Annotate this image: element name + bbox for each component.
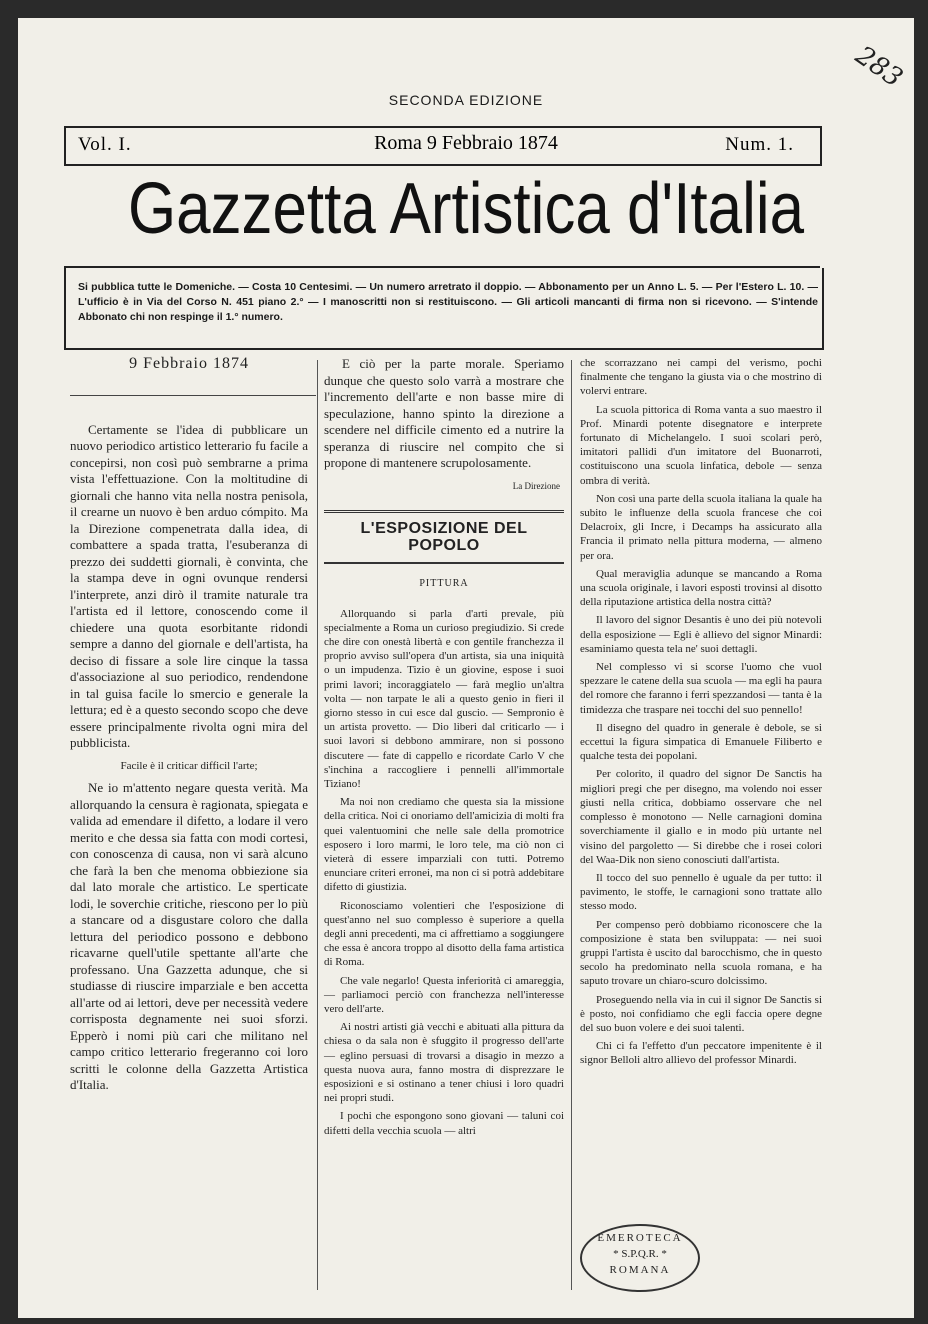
- section-subhead: PITTURA: [419, 578, 469, 589]
- paragraph: I pochi che espongono sono giovani — taluni coi difetti della vecchia scuola — altri: [324, 1110, 564, 1137]
- column-1-heading: 9 Febbraio 1874: [129, 355, 249, 372]
- stamp-bottom-text: ROMANA: [609, 1264, 671, 1276]
- paragraph: Il disegno del quadro in generale è debole, se si eccettui la figura simpatica di Emanuele Filiberto e qualche testa dei popolani.: [580, 721, 822, 763]
- newspaper-title: Gazzetta Artistica d'Italia: [127, 169, 805, 249]
- article-rule: [324, 510, 564, 513]
- paragraph: Che vale negarlo! Questa inferiorità ci amareggia, — parliamoci perciò con franchezza nell'interesse vero dell'arte.: [324, 974, 564, 1015]
- newspaper-page: [18, 18, 914, 1318]
- paragraph: Nel complesso vi si scorse l'uomo che vuol spezzare le catene della sua scuola — ma egli ha paura del romore che faranno i ferri spezzandosi — tanta è la timidezza che traspare nei tocchi del suo pennello!: [580, 661, 822, 716]
- volume-label: Vol. I.: [78, 134, 132, 155]
- column-rule: [571, 360, 572, 1290]
- issue-date: Roma 9 Febbraio 1874: [374, 132, 558, 154]
- column-rule: [317, 360, 318, 1290]
- stamp-middle-text: * S.P.Q.R. *: [613, 1248, 667, 1260]
- paragraph: Allorquando si parla d'arti prevale, più specialmente a Roma un curioso pregiudizio. Si crede che dire con onestà libertà e con gentile franchezza il proprio avviso sull'opera d'un artista, sia una iniquità o un impudenza. Tizio è un giovine, espose i suoi primi lavori; incoraggiatelo — farà meglio un'altra volta — non tarpate le ali a questo genio in fieri il giorno stesso in cui esce dal guscio. — Sempronio è un artista provetto. — Dio liberi dal criticarlo — i suoi lavori si debbono ammirare, non si possono discutere — fate di cappello e ricordate Carlo V che s'inchina a raccogliere i pennelli all'immortale Tiziano!: [324, 607, 564, 790]
- paragraph: Riconosciamo volentieri che l'esposizione di quest'anno nel suo complesso è superiore a quella degli anni precedenti, ma ci affrettiamo a soggiungere che essa è ancora troppo al disotto della fama artistica di Roma.: [324, 899, 564, 969]
- column-3: [580, 356, 822, 1072]
- quote: Facile è il criticar difficil l'arte;: [120, 759, 258, 772]
- paragraph: La scuola pittorica di Roma vanta a suo maestro il Prof. Minardi potente disegnatore e interprete fortunato di Michelangelo. I suoi scolari però, imitatori pallidi d'un imitatore del Buonarroti, costituiscono una scuola linfatica, debole — senza ombra di verità.: [580, 403, 822, 487]
- paragraph: che scorrazzano nei campi del verismo, pochi finalmente che tengano la giusta via o che mostrino di volervi entrare.: [580, 357, 822, 398]
- paragraph: Proseguendo nella via in cui il signor De Sanctis si è posto, noi confidiamo che egli faccia opere degne del suo buon volere e dei suoi talenti.: [580, 993, 822, 1034]
- heading-rule: [70, 395, 316, 396]
- paragraph: Per compenso però dobbiamo riconoscere che la composizione è stata ben sviluppata: — nei suoi gruppi l'artista è uscito dal barocchismo, che in questo secolo ha predominato nella scuola romana, e ha saputo trovare un chiaro-scuro dolcissimo.: [580, 918, 822, 988]
- column-1: [70, 356, 308, 1098]
- article-title: L'ESPOSIZIONE DEL POPOLO: [360, 520, 528, 554]
- signature: La Direzione: [512, 480, 560, 491]
- edition-label: SECONDA EDIZIONE: [388, 92, 544, 108]
- paragraph: Non così una parte della scuola italiana la quale ha subito le influenze della scuola francese che coi Delacroix, gli Incre, i Decamps ha assicurato alla Francia il primato nella pittura moderna, — almeno per ora.: [580, 492, 822, 562]
- article-rule: [324, 562, 564, 564]
- issue-number: Num. 1.: [725, 134, 794, 155]
- paragraph: Qual meraviglia adunque se mancando a Roma una scuola originale, i lavori esposti trovinsi al disotto della riputazione artistica della nostra città?: [580, 567, 822, 609]
- paragraph: Ne io m'attento negare questa verità. Ma allorquando la censura è ragionata, spiegata e valida ad emendare il difetto, a lodare il vero merito e che dessa sia fatta con modi cortesi, con conoscenza di causa, non vi sarà alcuno che farà la ben che menoma obbiezione sia dal lato morale che artistico. Le sperticate lodi, le soverchie critiche, riescono per lo più a stancare od a disgustare coloro che dalla lettura del periodico possono e debbono ricavarne quell'utile spettante all'arte che professano. Una Gazzetta adunque, che si studiasse di riuscire imparziale e ben accetta all'arte od ai lettori, deve per necessità vedere corrisposta degnamente nei suoi sforzi. Epperò i nomi più cari che militano nel campo critico letterario fregeranno coi loro scritti le colonne della Gazzetta Artistica d'Italia.: [70, 780, 308, 1092]
- paragraph: Ma noi non crediamo che questa sia la missione della critica. Noi ci onoriamo dell'amicizia di molti fra quei valentuomini che nelle sale della promotrice esposero i loro marmi, le loro tele, ma ciò non ci vieterà di essere imparziali con tutti. Potremo enunciare criteri erronei, ma non ci si potrà addebitare difetto di giustizia.: [324, 796, 564, 894]
- paragraph: Il lavoro del signor Desantis è uno dei più notevoli della esposizione — Egli è allievo del signor Minardi: esaminiamo questa tela ne' suoi dettagli.: [580, 614, 822, 655]
- paragraph: Chi ci fa l'effetto d'un peccatore impenitente è il signor Belloli altro allievo del professor Minardi.: [580, 1040, 822, 1067]
- subscription-notice: Si pubblica tutte le Domeniche. — Costa 10 Centesimi. — Un numero arretrato il doppio. — Abbonamento per un Anno L. 5. — Per l'Estero L. 10. — L'ufficio è in Via del Corso N. 451 piano 2.° — I manoscritti non si restituiscono. — Gli articoli mancanti di firma non si ricevono. — S'intende Abbonato chi non respinge il 1.° numero.: [78, 281, 818, 323]
- paragraph: E ciò per la parte morale. Speriamo dunque che questo solo varrà a mostrare che l'incremento dell'arte e non basse mire di speculazione, hanno spinto la direzione a scendere nel difficile cimento ed a nutrire la speranza di riuscire nel compito che si propone di mantenere scrupolosamente.: [324, 356, 564, 470]
- paragraph: Certamente se l'idea di pubblicare un nuovo periodico artistico letterario fu facile a concepirsi, non così può sembrarne a prima vista l'effettuazione. Con la moltitudine di giornali che hanno vita nella nostra penisola, il crearne un nuovo è ben arduo cómpito. Ma la Direzione compenetrata dalla idea, di combattere a spada tratta, l'esuberanza di prezzo dei suddetti giornali, è convinta, che la stampa deve in ogni ovunque rendersi l'interprete, anzi dirò il tramite naturale tra l'artista ed il lettore, conoscendo come il chiedere una quota esorbitante ridondi sempre a danno del giornale e dell'artista, ha deciso di fissare a sole lire cinque la tassa d'associazione al suo periodico, rendendone in tal guisa facile lo smercio e generale la lettura; ed è a questo secondo scopo che deve essere principalmente rivolta ogni mira del pubblicista.: [70, 421, 308, 750]
- page-number-mark: 283: [849, 40, 908, 94]
- library-stamp: [580, 1224, 700, 1292]
- stamp-top-text: EMEROTECA: [597, 1232, 683, 1244]
- column-2: [324, 356, 564, 1142]
- paragraph: Ai nostri artisti già vecchi e abituati alla pittura da chiesa o da sala non è sfuggito il progresso dell'arte — eglino persuasi di trovarsi a disagio in mezzo a questa nuova aura, fanno mostra di disprezzare le esposizioni e si ostinano a tener chiusi i loro quadri nei propri studi.: [324, 1021, 564, 1105]
- paragraph: Per colorito, il quadro del signor De Sanctis ha migliori pregi che per disegno, ma volendo noi esser giusti nella critica, dobbiamo osservare che nel complesso è monotono — Nelle carnagioni domina soverchiamente il giallo e in modo più urtante nel visino del pargoletto — Si direbbe che i rosei colori del Waa-Dik non sieno conosciuti dall'artista.: [580, 768, 822, 866]
- paragraph: Il tocco del suo pennello è uguale da per tutto: il pavimento, le stoffe, le carnagioni sono trattate allo stesso modo.: [580, 871, 822, 913]
